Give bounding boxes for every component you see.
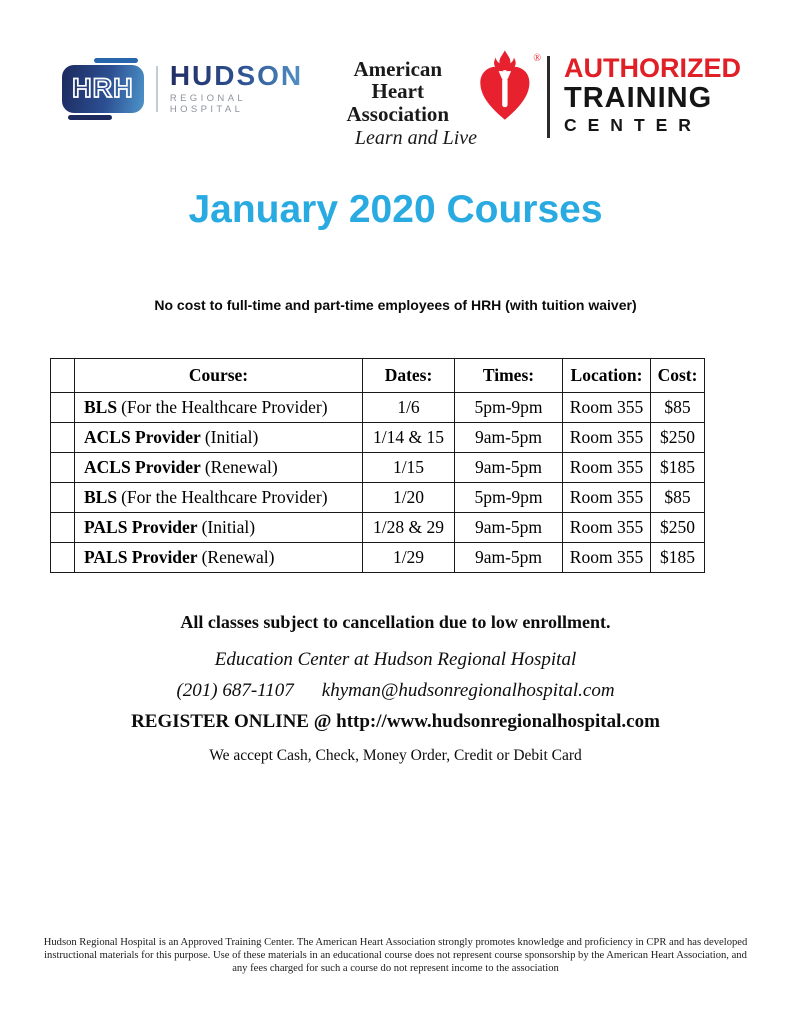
aha-name-line1: American Heart [353, 57, 443, 104]
aha-name-row [325, 50, 541, 125]
registered-trademark-icon: ® [533, 53, 542, 64]
logo-header [62, 50, 741, 150]
spacer-cell [51, 543, 75, 573]
atc-center: CENTER [564, 114, 702, 135]
location-cell: Room 355 [563, 423, 651, 453]
course-name-cell: ACLS Provider (Renewal) [75, 453, 363, 483]
email-address: khyman@hudsonregionalhospital.com [321, 680, 615, 701]
aha-tagline: Learn and Live [354, 127, 478, 150]
disclaimer-line3: any fees charged for such a course do not represent income to the association [232, 963, 559, 974]
location-cell: Room 355 [563, 513, 651, 543]
cost-cell: $85 [651, 393, 705, 423]
times-cell: 9am-5pm [455, 543, 563, 573]
cost-cell: $250 [651, 423, 705, 453]
hrh-logo [62, 62, 325, 115]
spacer-cell [51, 393, 75, 423]
column-header-location: Location: [563, 359, 651, 393]
table-row [51, 423, 705, 453]
column-header-dates: Dates: [363, 359, 455, 393]
atc-training: TRAINING [564, 81, 713, 114]
dates-cell: 1/14 & 15 [363, 423, 455, 453]
spacer-cell [51, 453, 75, 483]
table-row [51, 513, 705, 543]
aha-disclaimer [0, 936, 791, 975]
atc-divider [547, 56, 550, 138]
dates-cell: 1/29 [363, 543, 455, 573]
contact-line [0, 680, 791, 702]
dates-cell: 1/28 & 29 [363, 513, 455, 543]
table-row [51, 543, 705, 573]
cost-cell: $85 [651, 483, 705, 513]
hrh-badge-icon [62, 65, 144, 113]
course-name-cell: ACLS Provider (Initial) [75, 423, 363, 453]
table-header-row [51, 359, 705, 393]
location-cell: Room 355 [563, 453, 651, 483]
table-row [51, 393, 705, 423]
heart-torch-icon [476, 50, 534, 122]
column-header-times: Times: [455, 359, 563, 393]
logo-divider [156, 66, 158, 112]
hrh-wordmark [170, 62, 325, 115]
times-cell: 9am-5pm [455, 513, 563, 543]
spacer-cell [51, 359, 75, 393]
phone-number: (201) 687-1107 [176, 680, 294, 701]
education-center-line: Education Center at Hudson Regional Hospital [214, 649, 577, 670]
times-cell: 5pm-9pm [455, 483, 563, 513]
table-row [51, 453, 705, 483]
location-cell: Room 355 [563, 393, 651, 423]
times-cell: 9am-5pm [455, 423, 563, 453]
aha-name-line2: Association [346, 101, 450, 126]
times-cell: 9am-5pm [455, 453, 563, 483]
cost-cell: $185 [651, 453, 705, 483]
location-cell: Room 355 [563, 483, 651, 513]
aha-name [325, 58, 471, 125]
cancellation-note: All classes subject to cancellation due to low enrollment. [180, 612, 611, 632]
column-header-course: Course: [75, 359, 363, 393]
payment-methods-line: We accept Cash, Check, Money Order, Credit or Debit Card [209, 747, 582, 764]
cost-cell: $250 [651, 513, 705, 543]
disclaimer-line2: instructional materials for this purpose. Use of these materials in an educational course does not represent course sponsorship by the American Heart Association, and [44, 950, 747, 961]
course-schedule-table [50, 358, 705, 573]
column-header-cost: Cost: [651, 359, 705, 393]
spacer-cell [51, 483, 75, 513]
hospital-subname: REGIONAL HOSPITAL [169, 93, 246, 115]
location-cell: Room 355 [563, 543, 651, 573]
times-cell: 5pm-9pm [455, 393, 563, 423]
spacer-cell [51, 513, 75, 543]
spacer-cell [51, 423, 75, 453]
course-name-cell: BLS (For the Healthcare Provider) [75, 483, 363, 513]
atc-authorized: AUTHORIZED [564, 53, 741, 83]
course-name-cell: PALS Provider (Initial) [75, 513, 363, 543]
aha-logo [325, 50, 741, 150]
aha-left [325, 50, 541, 150]
table-row [51, 483, 705, 513]
register-online-line: REGISTER ONLINE @ http://www.hudsonregionalhospital.com [131, 711, 660, 732]
page-title: January 2020 Courses [188, 188, 603, 231]
authorized-training-center [564, 55, 741, 136]
course-name-cell: BLS (For the Healthcare Provider) [75, 393, 363, 423]
dates-cell: 1/6 [363, 393, 455, 423]
hospital-name: HUDSON [170, 62, 325, 90]
dates-cell: 1/15 [363, 453, 455, 483]
disclaimer-line1: Hudson Regional Hospital is an Approved Training Center. The American Heart Association strongly promotes knowledge and proficiency in CPR and has developed [43, 937, 748, 948]
cost-cell: $185 [651, 543, 705, 573]
tuition-waiver-note: No cost to full-time and part-time employees of HRH (with tuition waiver) [154, 297, 637, 313]
dates-cell: 1/20 [363, 483, 455, 513]
course-name-cell: PALS Provider (Renewal) [75, 543, 363, 573]
hrh-badge-text: HRH [72, 73, 134, 103]
